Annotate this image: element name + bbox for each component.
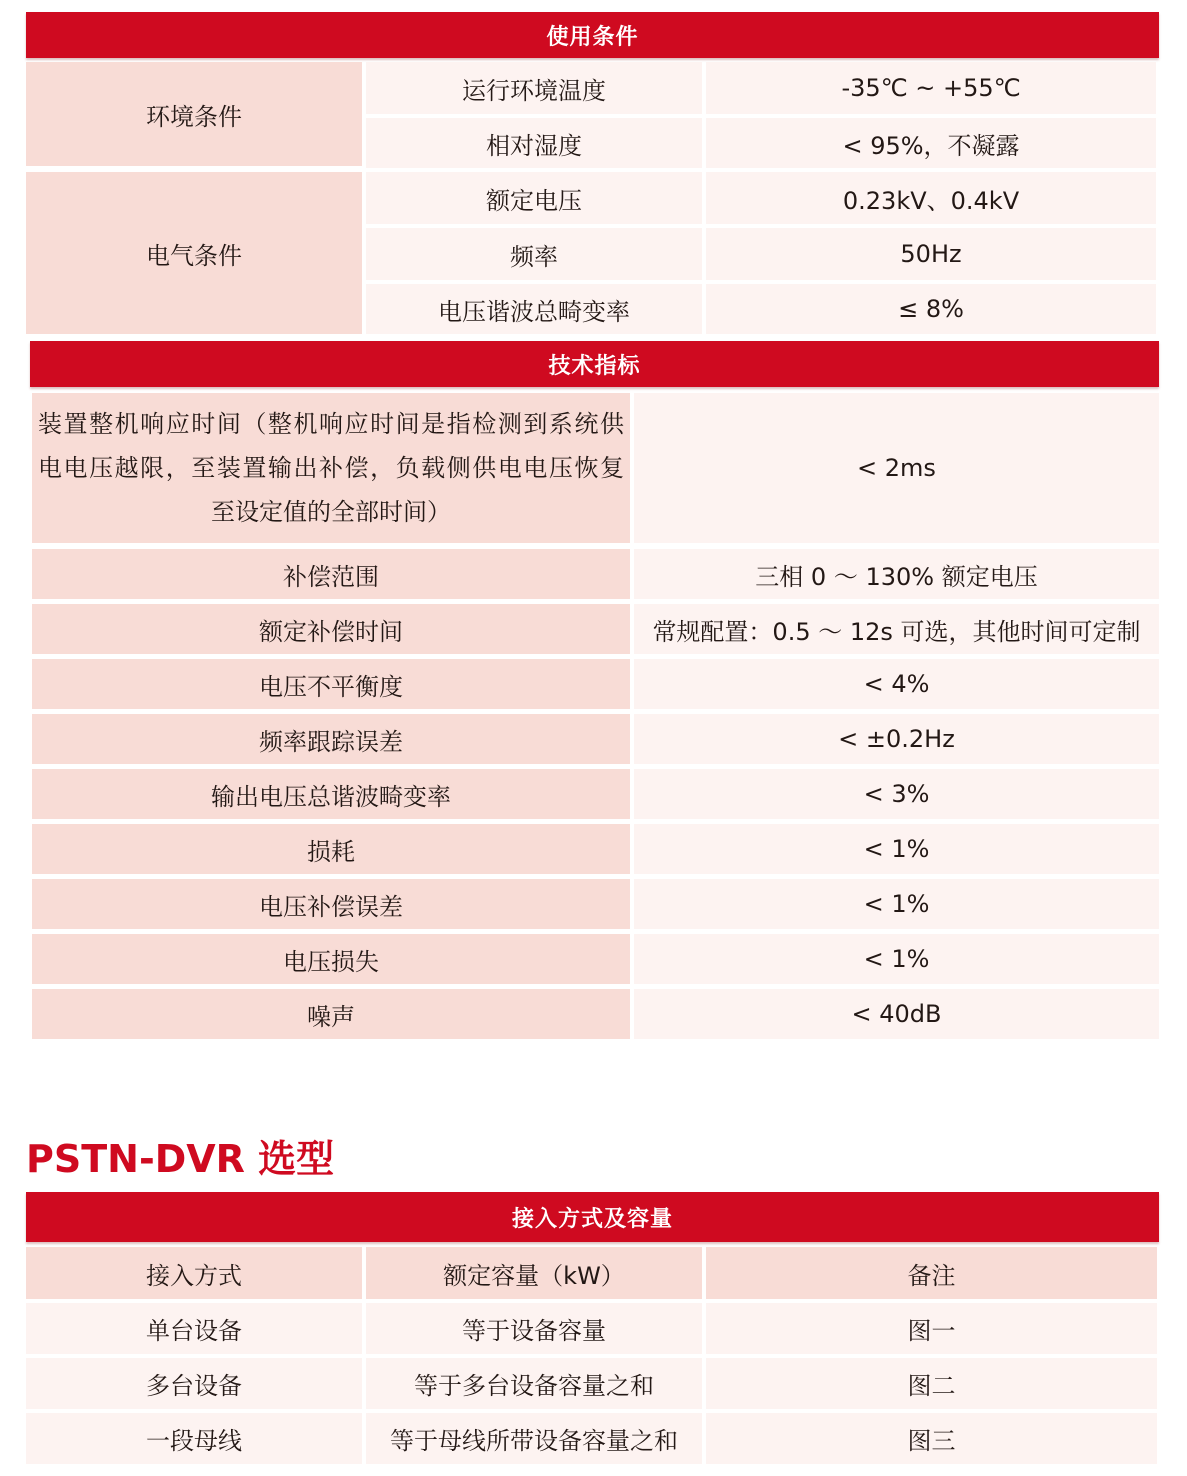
selection-column-header: 备注: [706, 1247, 1157, 1299]
selection-cell: 图一: [706, 1303, 1157, 1354]
tech-label-cell: 额定补偿时间: [32, 604, 630, 654]
selection-cell: 单台设备: [26, 1303, 362, 1354]
usage-param-cell: 运行环境温度: [366, 62, 702, 114]
tech-label-cell: 损耗: [32, 824, 630, 874]
tech-label-cell: 电压补偿误差: [32, 879, 630, 929]
selection-column-header: 接入方式: [26, 1247, 362, 1299]
tech-value-cell: < 1%: [634, 879, 1159, 929]
response-time-label: [32, 393, 630, 543]
tech-value-cell: < 1%: [634, 824, 1159, 874]
selection-cell: 一段母线: [26, 1413, 362, 1464]
response-time-label-line: 电电压越限，至装置输出补偿，负载侧供电电压恢复: [38, 454, 624, 482]
selection-cell: 等于设备容量: [366, 1303, 702, 1354]
tech-value-cell: < ±0.2Hz: [634, 714, 1159, 764]
selection-column-header: 额定容量（kW）: [366, 1247, 702, 1299]
response-time-label-line: 至设定值的全部时间）: [211, 498, 451, 526]
selection-cell: 多台设备: [26, 1358, 362, 1409]
tech-label-cell: 补偿范围: [32, 549, 630, 599]
tech-value-cell: < 40dB: [634, 989, 1159, 1039]
response-time-label-line: 装置整机响应时间（整机响应时间是指检测到系统供: [38, 410, 624, 438]
tech-value-cell: < 4%: [634, 659, 1159, 709]
usage-param-cell: 电压谐波总畸变率: [366, 284, 702, 334]
usage-param-cell: 额定电压: [366, 172, 702, 224]
usage-value-cell: -35℃ ~ +55℃: [706, 62, 1156, 114]
usage-value-cell: 50Hz: [706, 228, 1156, 280]
tech-header: 技术指标: [30, 341, 1159, 387]
env-group-label: 环境条件: [26, 62, 362, 166]
tech-value-cell: 三相 0 ～ 130% 额定电压: [634, 549, 1159, 599]
tech-label-cell: 输出电压总谐波畸变率: [32, 769, 630, 819]
tech-label-cell: 电压损失: [32, 934, 630, 984]
selection-cell: 等于母线所带设备容量之和: [366, 1413, 702, 1464]
usage-value-cell: < 95%，不凝露: [706, 118, 1156, 168]
tech-value-cell: < 1%: [634, 934, 1159, 984]
response-time-value: < 2ms: [634, 393, 1159, 543]
usage-value-cell: ≤ 8%: [706, 284, 1156, 334]
usage-header: 使用条件: [26, 12, 1159, 58]
tech-label-cell: 电压不平衡度: [32, 659, 630, 709]
selection-cell: 等于多台设备容量之和: [366, 1358, 702, 1409]
selection-title: PSTN-DVR 选型: [26, 1137, 335, 1181]
tech-value-cell: 常规配置：0.5 ～ 12s 可选，其他时间可定制: [634, 604, 1159, 654]
usage-param-cell: 相对湿度: [366, 118, 702, 168]
tech-label-cell: 频率跟踪误差: [32, 714, 630, 764]
tech-value-cell: < 3%: [634, 769, 1159, 819]
selection-cell: 图二: [706, 1358, 1157, 1409]
selection-cell: 图三: [706, 1413, 1157, 1464]
elec-group-label: 电气条件: [26, 172, 362, 334]
usage-value-cell: 0.23kV、0.4kV: [706, 172, 1156, 224]
tech-label-cell: 噪声: [32, 989, 630, 1039]
selection-header: 接入方式及容量: [26, 1192, 1159, 1242]
usage-param-cell: 频率: [366, 228, 702, 280]
